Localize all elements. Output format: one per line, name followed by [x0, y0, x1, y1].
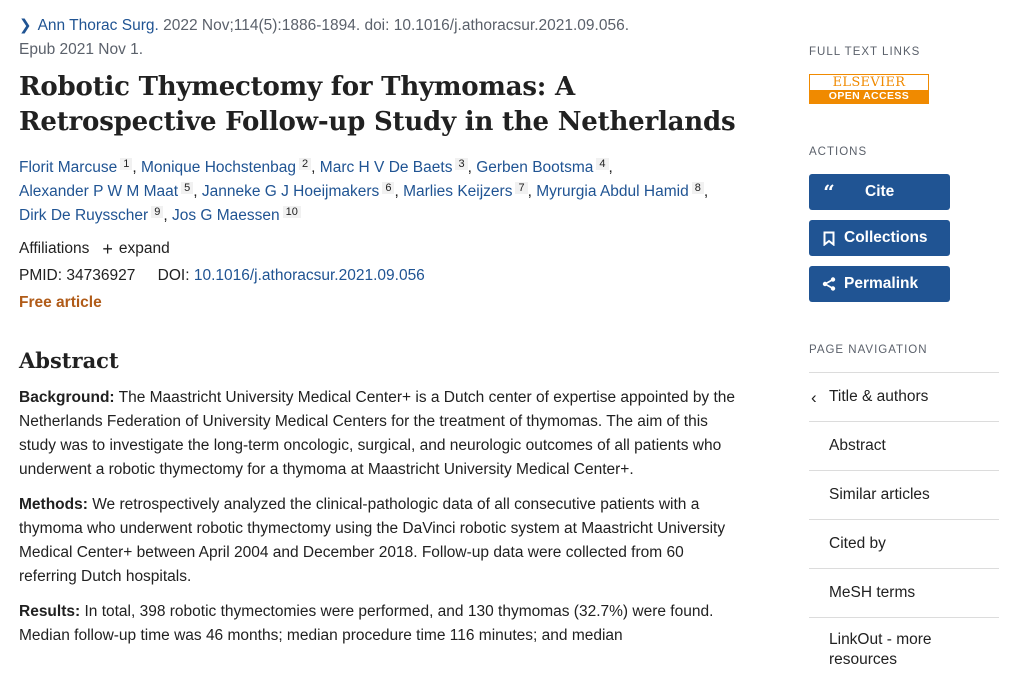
affiliation-number[interactable]: 4	[596, 158, 608, 170]
author-link[interactable]: Dirk De Ruysscher	[19, 207, 149, 224]
doi-label: DOI:	[157, 267, 190, 284]
collections-button[interactable]	[809, 220, 950, 256]
journal-link[interactable]: Ann Thorac Surg.	[37, 17, 159, 34]
article-main	[19, 14, 744, 648]
chevron-right-icon[interactable]: ❯	[19, 17, 32, 34]
nav-label: Title & authors	[829, 388, 929, 405]
author-link[interactable]: Janneke G J Hoeijmakers	[201, 183, 380, 200]
author-link[interactable]: Florit Marcuse	[19, 159, 118, 176]
nav-label: Cited by	[829, 535, 886, 552]
affiliation-number[interactable]: 1	[120, 158, 132, 170]
nav-abstract[interactable]	[809, 422, 999, 471]
affiliations-label: Affiliations	[19, 240, 90, 257]
author-link[interactable]: Myrurgia Abdul Hamid	[536, 183, 689, 200]
nav-similar-articles[interactable]	[809, 471, 999, 520]
authors-list: Florit Marcuse $^1$ , Monique Hochstenbag $^2$ , Marc H V De Baets $^3$ , Gerben Bootsma $^4$ , Alexander P W M Maat $^5$ , Janneke G J Hoeijmakers $^6$ , Marlies Keijzers $^7$ , Myrurgia Abdul Hamid $^8$ , Dirk De Ruysscher $^9$ , Jos G Maessen $^{10}$	[19, 158, 709, 224]
affiliation-number[interactable]: 5	[181, 182, 193, 194]
affiliation-number[interactable]: 9	[151, 206, 163, 218]
author-link[interactable]: Alexander P W M Maat	[19, 183, 179, 200]
author-link[interactable]: Marlies Keijzers	[403, 183, 513, 200]
nav-mesh-terms[interactable]	[809, 569, 999, 618]
affiliation-number[interactable]: 7	[515, 182, 527, 194]
nav-label: MeSH terms	[829, 584, 916, 601]
elsevier-brand: ELSEVIER	[832, 75, 906, 90]
affiliation-number[interactable]: 8	[692, 182, 704, 194]
linkout-line-1: LinkOut - more	[829, 631, 932, 648]
page-navigation-heading: PAGE NAVIGATION	[809, 344, 928, 356]
author-link[interactable]: Marc H V De Baets	[319, 159, 453, 176]
citation-details: 2022 Nov;114(5):1886-1894. doi: 10.1016/j.athoracsur.2021.09.056.	[158, 17, 630, 34]
plus-icon[interactable]: +	[102, 239, 113, 259]
citation	[19, 14, 744, 62]
article-title: Robotic Thymectomy for Thymomas: A Retrospective Follow-up Study in the Netherlands	[19, 72, 736, 137]
actions-heading: ACTIONS	[809, 146, 868, 158]
collections-label: Collections	[844, 229, 928, 246]
affiliation-number[interactable]: 6	[382, 182, 394, 194]
author-link[interactable]: Monique Hochstenbag	[140, 159, 297, 176]
expand-label[interactable]: expand	[118, 240, 170, 257]
open-access-label: OPEN ACCESS	[810, 90, 928, 103]
affiliation-number[interactable]: 3	[455, 158, 467, 170]
affiliation-number[interactable]: 2	[299, 158, 311, 170]
nav-label: Abstract	[829, 437, 886, 454]
cite-button[interactable]	[809, 174, 950, 210]
share-icon	[819, 277, 839, 291]
abstract-background	[19, 386, 744, 482]
identifiers	[19, 265, 744, 287]
abstract-heading: Abstract	[19, 348, 119, 373]
cite-label: Cite	[865, 183, 895, 200]
page-navigation	[809, 372, 999, 678]
chevron-left-icon: ‹	[811, 388, 817, 407]
affiliations-toggle[interactable]	[19, 238, 744, 260]
permalink-label: Permalink	[844, 275, 919, 292]
full-text-links-heading: FULL TEXT LINKS	[809, 46, 921, 58]
free-article-label: Free article	[19, 294, 102, 311]
abstract-methods	[19, 493, 744, 589]
nav-label: Similar articles	[829, 486, 930, 503]
bookmark-icon	[819, 231, 839, 246]
epub-date: Epub 2021 Nov 1.	[19, 41, 144, 58]
background-label: Background:	[19, 389, 115, 406]
pmid-label: PMID:	[19, 267, 63, 284]
nav-linkout[interactable]	[809, 618, 999, 678]
linkout-line-2: resources	[829, 651, 898, 668]
quote-icon: “	[823, 180, 835, 204]
pmid-value: 34736927	[66, 267, 136, 284]
results-label: Results:	[19, 603, 81, 620]
permalink-button[interactable]	[809, 266, 950, 302]
background-text: The Maastricht University Medical Center+ is a Dutch center of expertise appointed by the Netherlands Federation of University Medical Centers for the treatment of thymomas. The aim of this study was to investigate the long-term oncologic, surgical, and neurologic outcomes of all patients who underwent a robotic thymectomy for a thymoma at Maastricht University Medical Center+.	[19, 389, 736, 478]
abstract-results	[19, 600, 744, 648]
elsevier-open-access-link[interactable]	[809, 74, 929, 104]
author-link[interactable]: Jos G Maessen	[171, 207, 280, 224]
affiliation-number[interactable]: 10	[283, 206, 301, 218]
results-text: In total, 398 robotic thymectomies were performed, and 130 thymomas (32.7%) were found. Median follow-up time was 46 months; median procedure time 116 minutes; and median	[19, 603, 714, 644]
nav-label	[829, 630, 932, 670]
methods-text: We retrospectively analyzed the clinical-pathologic data of all consecutive patients with a thymoma who underwent robotic thymectomy using the DaVinci robotic system at Maastricht University Medical Center+ between April 2004 and December 2018. Follow-up data were collected from 60 referring Dutch hospitals.	[19, 496, 726, 585]
author-link[interactable]: Gerben Bootsma	[476, 159, 594, 176]
nav-cited-by[interactable]	[809, 520, 999, 569]
doi-link[interactable]: 10.1016/j.athoracsur.2021.09.056	[193, 267, 425, 284]
methods-label: Methods:	[19, 496, 88, 513]
nav-title-authors[interactable]	[809, 373, 999, 422]
